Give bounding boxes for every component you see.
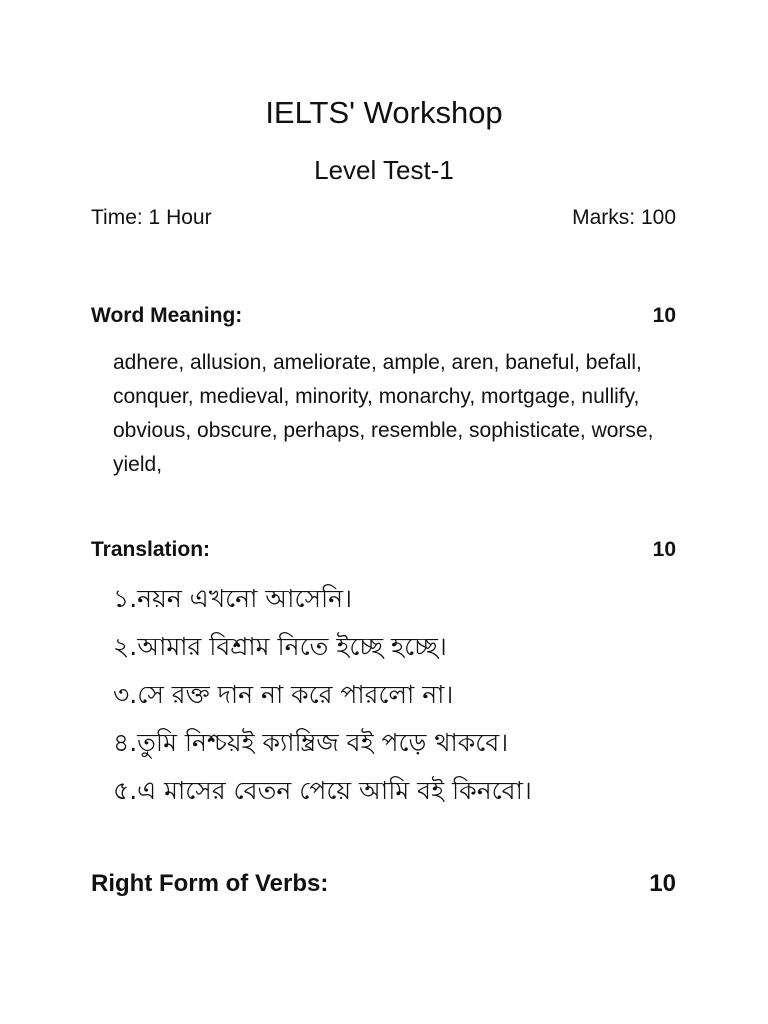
translation-item: ১.নয়ন এখনো আসেনি।: [113, 584, 353, 613]
section-heading-translation: [91, 538, 676, 562]
translation-item: ৫.এ মাসের বেতন পেয়ে আমি বই কিনবো।: [113, 776, 532, 805]
section-heading-word-meaning: [91, 304, 676, 328]
word-list: adhere, allusion, ameliorate, ample, aren, baneful, befall, conquer, medieval, minority, monarchy, mortgage, nullify, obvious, obscure, perhaps, resemble, sophisticate, worse, yield,: [113, 351, 654, 476]
test-info-row: [91, 206, 676, 230]
section-marks: 10: [652, 538, 676, 561]
marks-label: Marks: 100: [572, 206, 676, 229]
section-title: Word Meaning:: [91, 304, 243, 327]
section-title: Right Form of Verbs:: [91, 870, 329, 897]
translation-list: [113, 578, 713, 818]
time-label: Time: 1 Hour: [91, 206, 212, 229]
section-marks: 10: [652, 304, 676, 327]
translation-item: ৪.তুমি নিশ্চয়ই ক্যাম্ব্রিজ বই পড়ে থাকবে।: [113, 728, 509, 757]
section-heading-right-form: [91, 870, 676, 898]
translation-item: ২.আমার বিশ্রাম নিতে ইচ্ছে হচ্ছে।: [113, 632, 447, 661]
section-title: Translation:: [91, 538, 211, 561]
document-title: IELTS' Workshop: [265, 95, 503, 130]
section-marks: 10: [649, 870, 676, 897]
document-subtitle: Level Test-1: [314, 155, 454, 185]
translation-item: ৩.সে রক্ত দান না করে পারলো না।: [113, 680, 454, 709]
